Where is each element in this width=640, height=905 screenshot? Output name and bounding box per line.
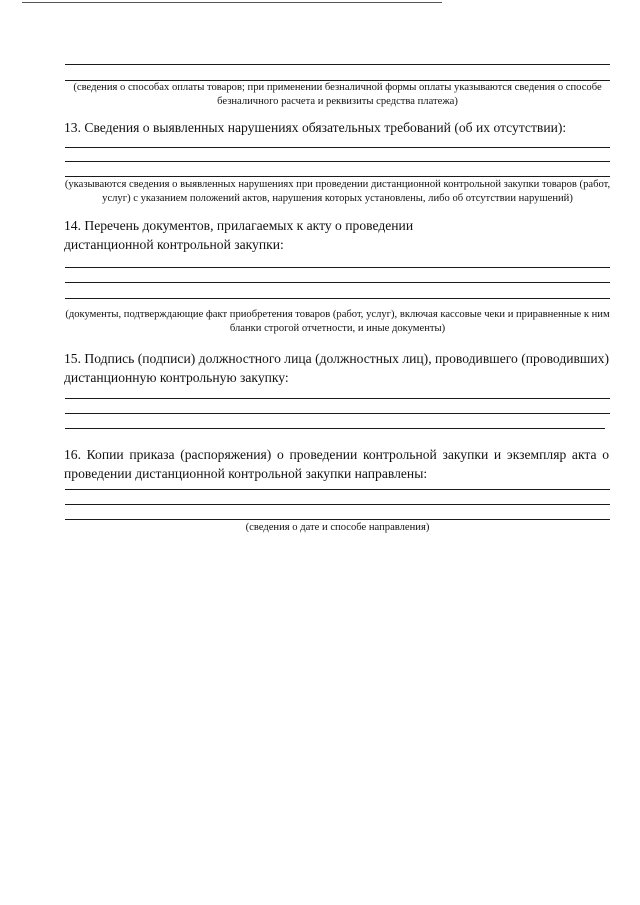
item-13-fill-line-1[interactable]	[65, 147, 610, 148]
item-13-heading: 13. Сведения о выявленных нарушениях обязательных требований (об их отсутствии):	[64, 120, 567, 135]
payment-caption: (сведения о способах оплаты товаров; при применении безналичной формы оплаты указываются сведения о способе безналичного расчета и реквизиты средства платежа)	[73, 82, 602, 107]
item-16-fill-line-1[interactable]	[65, 489, 610, 490]
item-13-fill-line-2[interactable]	[65, 161, 610, 162]
documents-caption: (документы, подтверждающие факт приобретения товаров (работ, услуг), включая кассовые чеки и приравненные к ним бланки строгой отчетности, и иные документы)	[65, 309, 610, 334]
item-14-fill-line-2[interactable]	[65, 282, 610, 283]
item-13-fill-line-3[interactable]	[65, 176, 610, 177]
item-15-fill-line-1[interactable]	[65, 398, 610, 399]
payment-fill-line-1[interactable]	[65, 64, 610, 65]
item-14-heading: 14. Перечень документов, прилагаемых к акту о проведении дистанционной контрольной закупки:	[64, 218, 414, 252]
item-15-heading: 15. Подпись (подписи) должностного лица (должностных лиц), проводившего (проводивших) дистанционную контрольную закупку:	[64, 351, 609, 385]
sending-caption: (сведения о дате и способе направления)	[245, 522, 430, 533]
item-14-fill-line-3[interactable]	[65, 298, 610, 299]
item-14-fill-line-1[interactable]	[65, 267, 610, 268]
item-16-heading: 16. Копии приказа (распоряжения) о проведении контрольной закупки и экземпляр акта о проведении дистанционной контрольной закупки направлены:	[64, 447, 609, 481]
item-16-fill-line-2[interactable]	[65, 504, 610, 505]
item-16-fill-line-3[interactable]	[65, 519, 610, 520]
item-15-fill-line-2[interactable]	[65, 413, 610, 414]
item-15-fill-line-3[interactable]	[65, 428, 605, 429]
scan-edge-line	[22, 2, 442, 3]
violations-caption: (указываются сведения о выявленных нарушениях при проведении дистанционной контрольной закупки товаров (работ, услуг) с указанием положений актов, нарушения которых установлены, либо об отсутствии нарушений)	[64, 179, 611, 204]
